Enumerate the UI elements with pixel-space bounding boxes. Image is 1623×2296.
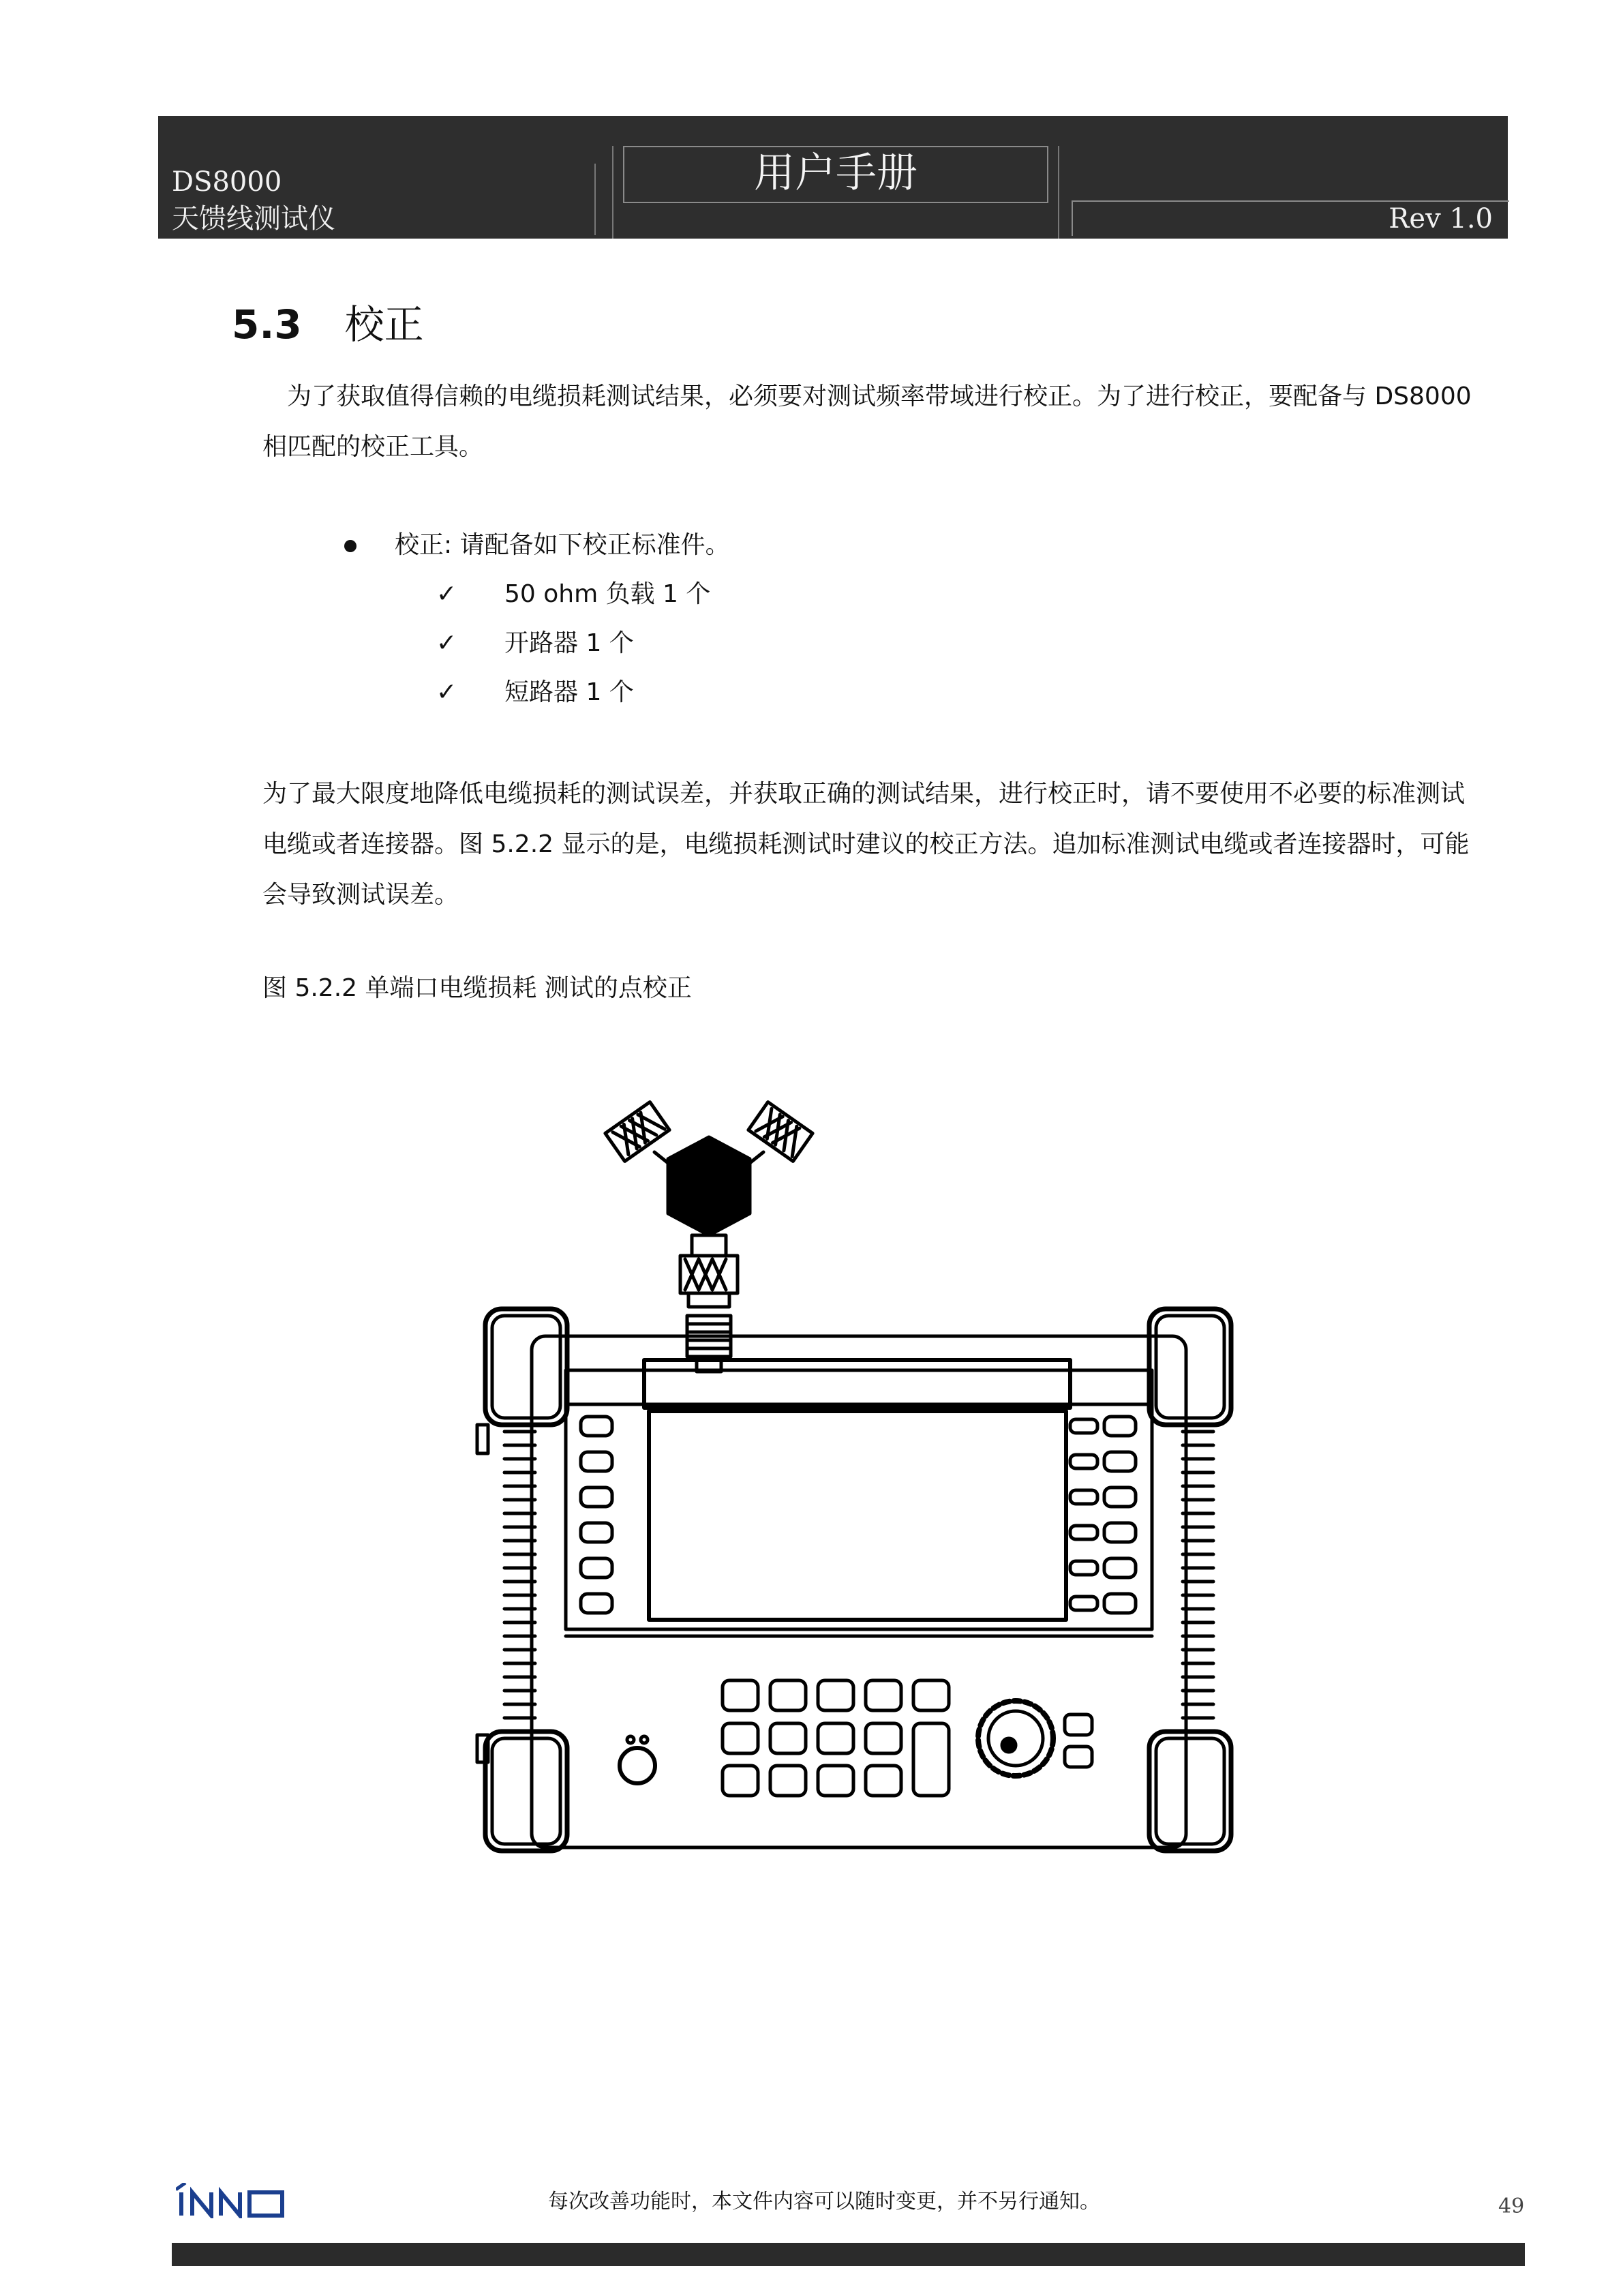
intro-paragraph: 为了获取值得信赖的电缆损耗测试结果，必须要对测试频率带域进行校正。为了进行校正，要配备与 DS8000 相匹配的校正工具。: [262, 382, 1472, 461]
inno-logo: [176, 2183, 288, 2218]
left-softkeys: [581, 1417, 612, 1613]
left-bumper: [477, 1309, 567, 1851]
figure-caption: 图 5.2.2 单端口电缆损耗 测试的点校正: [262, 974, 692, 1002]
header-divider: [594, 164, 596, 235]
rotary-knob-icon: [978, 1701, 1053, 1776]
checklist-text: 开路器 1 个: [504, 629, 634, 657]
checklist-item: [436, 623, 634, 664]
footer-bar: [172, 2243, 1525, 2266]
check-icon: ✓: [436, 580, 457, 608]
right-bumper: [1149, 1309, 1231, 1851]
calibration-kit-icon: [605, 1102, 813, 1307]
section-heading: [232, 300, 424, 349]
check-icon: ✓: [436, 678, 457, 706]
header-revision: Rev 1.0: [1389, 203, 1493, 235]
device-calibration-illustration: [470, 1084, 1247, 1882]
note-paragraph: 为了最大限度地降低电缆损耗的测试误差，并获取正确的测试结果，进行校正时，请不要使用不必要的标准测试电缆或者连接器。图 5.2.2 显示的是，电缆损耗测试时建议的校正方法。追加标准测试电缆或者连接器时，可能会导致测试误差。: [262, 780, 1470, 909]
power-button-icon: [620, 1736, 655, 1783]
checklist-item: [436, 672, 634, 713]
header-title: 用户手册: [754, 149, 917, 197]
checklist-item: [436, 574, 710, 615]
section-number: 5.3: [232, 301, 302, 348]
footer-notice: 每次改善功能时，本文件内容可以随时变更，并不另行通知。: [548, 2190, 1100, 2214]
bullet-dot-icon: [344, 540, 357, 552]
header-model: DS8000: [172, 166, 282, 198]
section-title: 校正: [344, 301, 424, 348]
bullet-item: [344, 525, 730, 566]
header-product-info: [172, 164, 335, 237]
checklist-text: 短路器 1 个: [504, 678, 634, 706]
device-screen: [649, 1411, 1066, 1620]
check-icon: ✓: [436, 629, 457, 657]
page-header: [158, 116, 1508, 239]
device-port-icon: [687, 1316, 731, 1372]
checklist-text: 50 ohm 负载 1 个: [504, 580, 711, 608]
page-number: 49: [1498, 2194, 1525, 2218]
right-softkeys: [1070, 1417, 1136, 1613]
bullet-label: 校正: 请配备如下校正标准件。: [395, 531, 730, 559]
header-product-name: 天馈线测试仪: [172, 203, 335, 235]
keypad: [723, 1680, 949, 1796]
